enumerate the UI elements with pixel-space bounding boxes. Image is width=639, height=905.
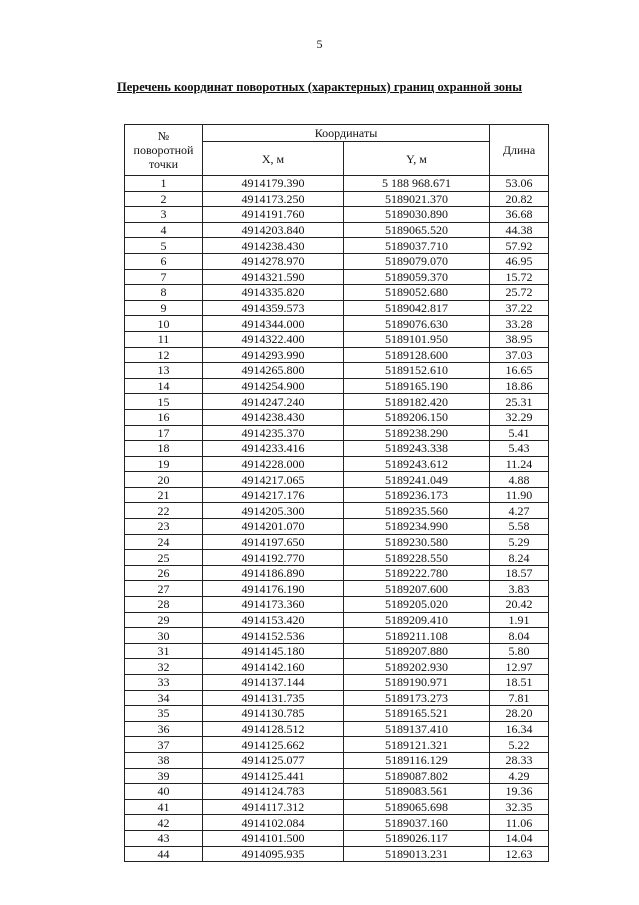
cell-x: 4914321.590 [203,269,344,285]
table-row [125,565,549,581]
cell-y: 5189243.612 [344,456,490,472]
cell-length: 8.04 [490,628,549,644]
cell-x: 4914173.360 [203,597,344,613]
cell-length: 14.04 [490,830,549,846]
cell-length: 11.06 [490,815,549,831]
table-row [125,331,549,347]
cell-length: 1.91 [490,612,549,628]
cell-y: 5189234.990 [344,519,490,535]
cell-y: 5189076.630 [344,316,490,332]
cell-y: 5 188 968.671 [344,176,490,192]
cell-y: 5189165.521 [344,706,490,722]
cell-x: 4914173.250 [203,191,344,207]
table-body [125,176,549,862]
header-length: Длина [490,125,549,176]
table-row [125,409,549,425]
table-row [125,690,549,706]
table-row [125,581,549,597]
cell-point-number: 32 [125,659,203,675]
cell-x: 4914095.935 [203,846,344,862]
table-row [125,378,549,394]
cell-length: 5.41 [490,425,549,441]
table-row [125,191,549,207]
cell-y: 5189243.338 [344,441,490,457]
cell-point-number: 2 [125,191,203,207]
cell-x: 4914278.970 [203,253,344,269]
cell-length: 44.38 [490,222,549,238]
cell-length: 25.72 [490,285,549,301]
cell-point-number: 13 [125,363,203,379]
table-row [125,752,549,768]
table-row [125,799,549,815]
table-row [125,784,549,800]
cell-length: 57.92 [490,238,549,254]
cell-y: 5189228.550 [344,550,490,566]
cell-length: 4.29 [490,768,549,784]
table-row [125,363,549,379]
cell-x: 4914153.420 [203,612,344,628]
cell-point-number: 15 [125,394,203,410]
cell-y: 5189121.321 [344,737,490,753]
cell-length: 53.06 [490,176,549,192]
cell-y: 5189087.802 [344,768,490,784]
header-num-line1: № [157,129,170,143]
cell-x: 4914176.190 [203,581,344,597]
cell-y: 5189241.049 [344,472,490,488]
cell-point-number: 29 [125,612,203,628]
cell-point-number: 28 [125,597,203,613]
cell-point-number: 10 [125,316,203,332]
cell-length: 25.31 [490,394,549,410]
cell-y: 5189030.890 [344,207,490,223]
table-row [125,487,549,503]
table-row [125,846,549,862]
cell-point-number: 41 [125,799,203,815]
cell-y: 5189137.410 [344,721,490,737]
cell-y: 5189207.880 [344,643,490,659]
cell-length: 32.29 [490,409,549,425]
cell-y: 5189065.520 [344,222,490,238]
cell-point-number: 19 [125,456,203,472]
cell-point-number: 22 [125,503,203,519]
cell-x: 4914117.312 [203,799,344,815]
cell-x: 4914359.573 [203,300,344,316]
cell-y: 5189052.680 [344,285,490,301]
cell-y: 5189116.129 [344,752,490,768]
cell-point-number: 6 [125,253,203,269]
cell-y: 5189190.971 [344,675,490,691]
cell-length: 20.82 [490,191,549,207]
cell-length: 16.34 [490,721,549,737]
cell-y: 5189211.108 [344,628,490,644]
cell-point-number: 17 [125,425,203,441]
table-row [125,706,549,722]
cell-length: 28.20 [490,706,549,722]
cell-y: 5189042.817 [344,300,490,316]
cell-point-number: 18 [125,441,203,457]
cell-length: 3.83 [490,581,549,597]
cell-y: 5189083.561 [344,784,490,800]
cell-point-number: 9 [125,300,203,316]
table-row [125,441,549,457]
cell-x: 4914125.077 [203,752,344,768]
cell-x: 4914125.441 [203,768,344,784]
cell-point-number: 39 [125,768,203,784]
cell-length: 5.22 [490,737,549,753]
cell-x: 4914293.990 [203,347,344,363]
cell-x: 4914124.783 [203,784,344,800]
table-row [125,456,549,472]
cell-x: 4914201.070 [203,519,344,535]
cell-point-number: 8 [125,285,203,301]
cell-point-number: 37 [125,737,203,753]
cell-x: 4914203.840 [203,222,344,238]
cell-length: 4.88 [490,472,549,488]
cell-point-number: 35 [125,706,203,722]
table-row [125,253,549,269]
cell-y: 5189128.600 [344,347,490,363]
table-row [125,675,549,691]
table-row [125,534,549,550]
cell-x: 4914102.084 [203,815,344,831]
cell-y: 5189238.290 [344,425,490,441]
cell-point-number: 5 [125,238,203,254]
cell-point-number: 31 [125,643,203,659]
cell-x: 4914101.500 [203,830,344,846]
cell-x: 4914228.000 [203,456,344,472]
cell-point-number: 38 [125,752,203,768]
cell-x: 4914191.760 [203,207,344,223]
cell-length: 36.68 [490,207,549,223]
table-row [125,285,549,301]
cell-x: 4914125.662 [203,737,344,753]
cell-point-number: 44 [125,846,203,862]
cell-point-number: 14 [125,378,203,394]
header-num-line3: точки [148,157,179,171]
table-row [125,550,549,566]
table-header [125,125,549,176]
cell-length: 20.42 [490,597,549,613]
table-row [125,394,549,410]
cell-x: 4914238.430 [203,409,344,425]
cell-point-number: 1 [125,176,203,192]
table-row [125,316,549,332]
cell-y: 5189152.610 [344,363,490,379]
cell-length: 18.57 [490,565,549,581]
cell-length: 5.58 [490,519,549,535]
cell-y: 5189205.020 [344,597,490,613]
cell-x: 4914238.430 [203,238,344,254]
page-number: 5 [316,37,323,51]
cell-x: 4914179.390 [203,176,344,192]
table-row [125,222,549,238]
cell-length: 16.65 [490,363,549,379]
cell-y: 5189202.930 [344,659,490,675]
cell-point-number: 24 [125,534,203,550]
cell-y: 5189101.950 [344,331,490,347]
cell-point-number: 11 [125,331,203,347]
table-row [125,643,549,659]
table-row [125,628,549,644]
cell-x: 4914322.400 [203,331,344,347]
cell-point-number: 12 [125,347,203,363]
cell-y: 5189013.231 [344,846,490,862]
table-row [125,269,549,285]
cell-point-number: 7 [125,269,203,285]
header-num-line2: поворотной [133,143,194,157]
cell-length: 15.72 [490,269,549,285]
table-row [125,768,549,784]
table-row [125,503,549,519]
coordinates-table [124,124,549,862]
cell-length: 11.24 [490,456,549,472]
cell-length: 5.80 [490,643,549,659]
cell-point-number: 43 [125,830,203,846]
cell-x: 4914344.000 [203,316,344,332]
cell-x: 4914192.770 [203,550,344,566]
cell-length: 5.43 [490,441,549,457]
cell-x: 4914335.820 [203,285,344,301]
cell-length: 37.22 [490,300,549,316]
cell-y: 5189037.160 [344,815,490,831]
cell-length: 12.97 [490,659,549,675]
cell-length: 37.03 [490,347,549,363]
cell-x: 4914152.536 [203,628,344,644]
cell-point-number: 25 [125,550,203,566]
cell-point-number: 23 [125,519,203,535]
cell-point-number: 27 [125,581,203,597]
header-y: Y, м [344,142,490,176]
cell-y: 5189165.190 [344,378,490,394]
cell-length: 32.35 [490,799,549,815]
header-coordinates: Координаты [203,125,490,142]
cell-y: 5189021.370 [344,191,490,207]
cell-point-number: 21 [125,487,203,503]
cell-y: 5189182.420 [344,394,490,410]
table-row [125,519,549,535]
table-row [125,737,549,753]
table-row [125,300,549,316]
cell-length: 11.90 [490,487,549,503]
cell-x: 4914142.160 [203,659,344,675]
cell-point-number: 40 [125,784,203,800]
cell-point-number: 20 [125,472,203,488]
table-row [125,238,549,254]
cell-point-number: 42 [125,815,203,831]
cell-y: 5189207.600 [344,581,490,597]
cell-y: 5189235.560 [344,503,490,519]
cell-length: 7.81 [490,690,549,706]
cell-length: 12.63 [490,846,549,862]
table-row [125,830,549,846]
cell-y: 5189222.780 [344,565,490,581]
cell-length: 38.95 [490,331,549,347]
cell-x: 4914137.144 [203,675,344,691]
table-row [125,815,549,831]
cell-y: 5189236.173 [344,487,490,503]
cell-x: 4914217.065 [203,472,344,488]
table-row [125,659,549,675]
table-row [125,207,549,223]
table-row [125,347,549,363]
cell-point-number: 3 [125,207,203,223]
cell-point-number: 4 [125,222,203,238]
cell-point-number: 34 [125,690,203,706]
table-row [125,176,549,192]
document-title: Перечень координат поворотных (характерных) границ охранной зоны [117,80,522,94]
cell-x: 4914254.900 [203,378,344,394]
header-x: X, м [203,142,344,176]
cell-y: 5189079.070 [344,253,490,269]
cell-point-number: 30 [125,628,203,644]
cell-x: 4914205.300 [203,503,344,519]
cell-y: 5189173.273 [344,690,490,706]
cell-y: 5189026.117 [344,830,490,846]
cell-x: 4914217.176 [203,487,344,503]
cell-length: 19.36 [490,784,549,800]
cell-point-number: 33 [125,675,203,691]
cell-x: 4914128.512 [203,721,344,737]
cell-length: 33.28 [490,316,549,332]
cell-length: 46.95 [490,253,549,269]
table-row [125,612,549,628]
cell-length: 28.33 [490,752,549,768]
cell-y: 5189209.410 [344,612,490,628]
cell-length: 4.27 [490,503,549,519]
cell-y: 5189065.698 [344,799,490,815]
cell-x: 4914233.416 [203,441,344,457]
cell-length: 5.29 [490,534,549,550]
cell-y: 5189230.580 [344,534,490,550]
cell-y: 5189059.370 [344,269,490,285]
cell-x: 4914130.785 [203,706,344,722]
header-point-number [125,125,203,176]
cell-x: 4914197.650 [203,534,344,550]
cell-x: 4914131.735 [203,690,344,706]
cell-x: 4914247.240 [203,394,344,410]
cell-length: 18.86 [490,378,549,394]
table-row [125,597,549,613]
cell-x: 4914186.890 [203,565,344,581]
cell-point-number: 26 [125,565,203,581]
table-row [125,472,549,488]
cell-length: 8.24 [490,550,549,566]
cell-x: 4914145.180 [203,643,344,659]
cell-length: 18.51 [490,675,549,691]
cell-x: 4914265.800 [203,363,344,379]
cell-y: 5189037.710 [344,238,490,254]
table-row [125,721,549,737]
cell-point-number: 16 [125,409,203,425]
cell-x: 4914235.370 [203,425,344,441]
cell-y: 5189206.150 [344,409,490,425]
table-row [125,425,549,441]
cell-point-number: 36 [125,721,203,737]
